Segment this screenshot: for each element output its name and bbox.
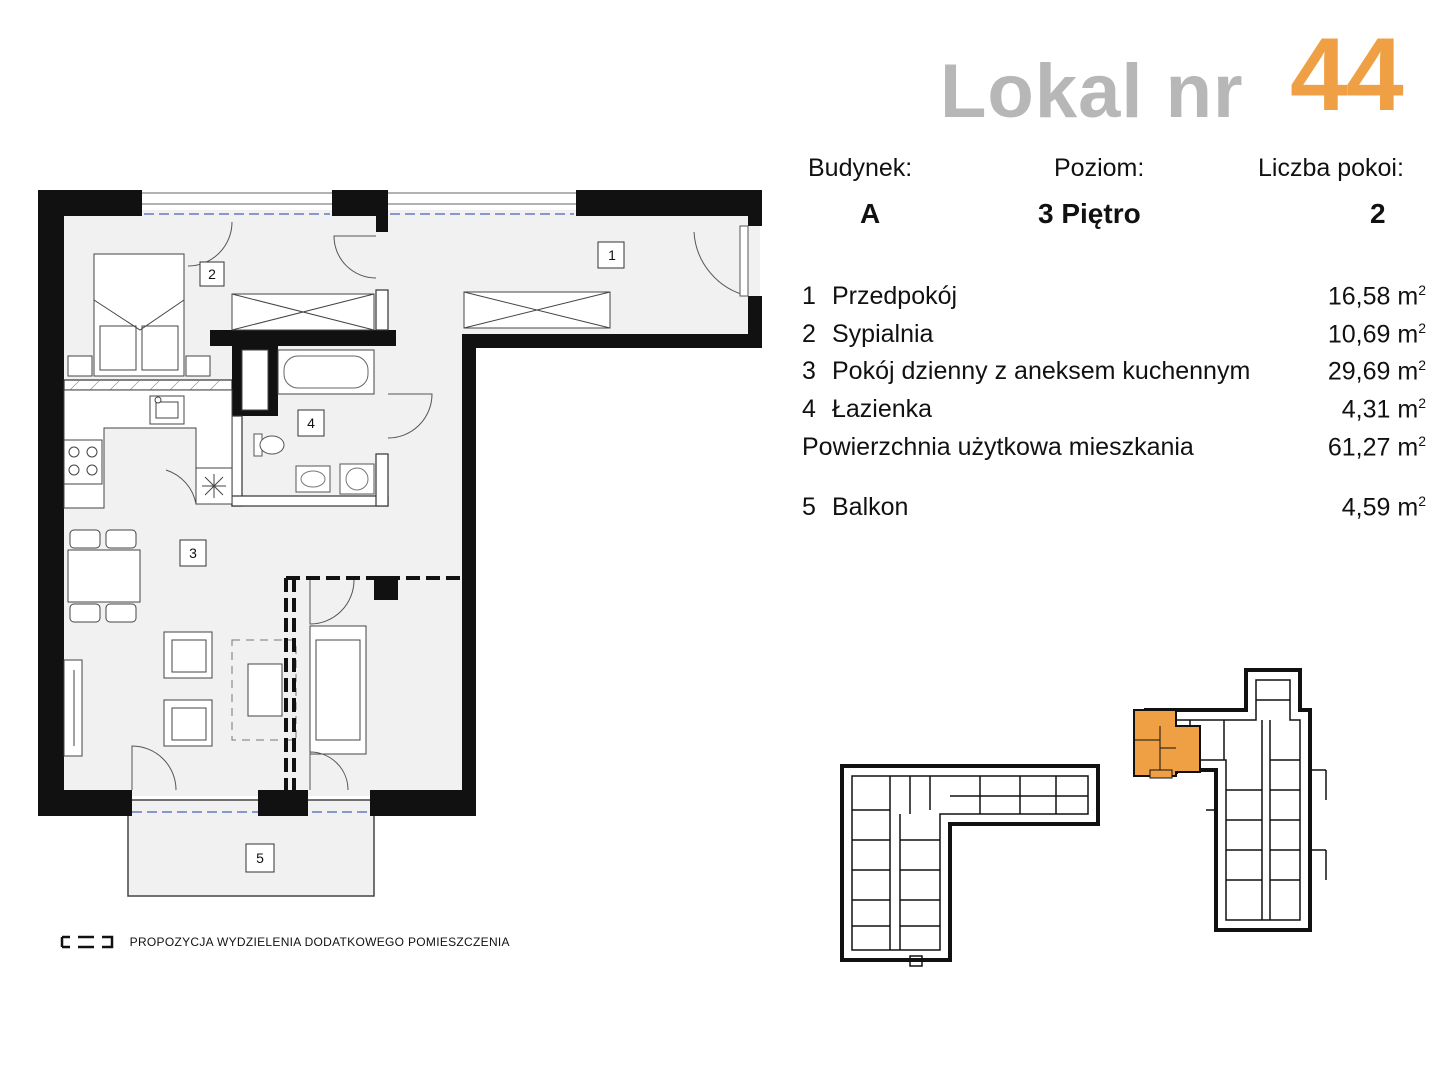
legend (60, 934, 510, 949)
room-area: 16,58 $m^2$ (1327, 282, 1426, 311)
partition-wall (64, 380, 232, 390)
room-number: 1 (802, 282, 816, 310)
room-area: 4,31 $m^2$ (1341, 395, 1426, 424)
rooms-count-label: Liczba pokoi: (1258, 154, 1404, 182)
room-number: 3 (802, 357, 816, 385)
room-name: Pokój dzienny z aneksem kuchennym (832, 357, 1251, 385)
room-name: Przedpokój (832, 282, 958, 310)
total-area-value: 61,27 $m^2$ (1327, 433, 1426, 462)
room-row (802, 282, 1426, 316)
building-value: A (860, 198, 881, 229)
total-area-label: Powierzchnia użytkowa mieszkania (802, 433, 1194, 461)
balcony-row (802, 493, 1426, 527)
building-left (842, 766, 1098, 966)
room-area: 10,69 $m^2$ (1327, 320, 1426, 349)
room-row (802, 320, 1426, 354)
room-number: 4 (802, 395, 816, 423)
total-area-row (802, 433, 1426, 467)
room-area: 4,59 $m^2$ (1341, 493, 1426, 522)
room-name: Łazienka (832, 395, 933, 423)
room-row (802, 357, 1426, 391)
room-area: 29,69 $m^2$ (1327, 357, 1426, 386)
room-number: 2 (802, 320, 816, 348)
plan-label-1: 1 (608, 247, 616, 263)
legend-text: PROPOZYCJA WYDZIELENIA DODATKOWEGO POMIESZCZENIA (129, 934, 510, 949)
building-label: Budynek: (808, 154, 913, 182)
plan-label-4: 4 (307, 415, 315, 431)
plan-label-5: 5 (256, 850, 264, 866)
rooms-count-value: 2 (1370, 198, 1386, 229)
room-row (802, 395, 1426, 429)
room-number: 5 (802, 493, 816, 521)
room-name: Sypialnia (832, 320, 934, 348)
bathroom-wall-top (210, 330, 396, 346)
plan-label-3: 3 (189, 545, 197, 561)
level-label: Poziom: (1054, 154, 1145, 182)
tv (64, 660, 82, 756)
building-key-plan (830, 660, 1340, 970)
room-name: Balkon (832, 493, 909, 521)
level-value: 3 Piętro (1038, 198, 1141, 229)
floor-plan (0, 0, 780, 920)
plan-label-2: 2 (208, 266, 216, 282)
title-text: Lokal nr (940, 49, 1244, 134)
fridge-icon (196, 468, 232, 504)
page-title (940, 14, 1430, 134)
dashed-line-icon (60, 935, 114, 949)
unit-number: 44 (1290, 17, 1402, 133)
